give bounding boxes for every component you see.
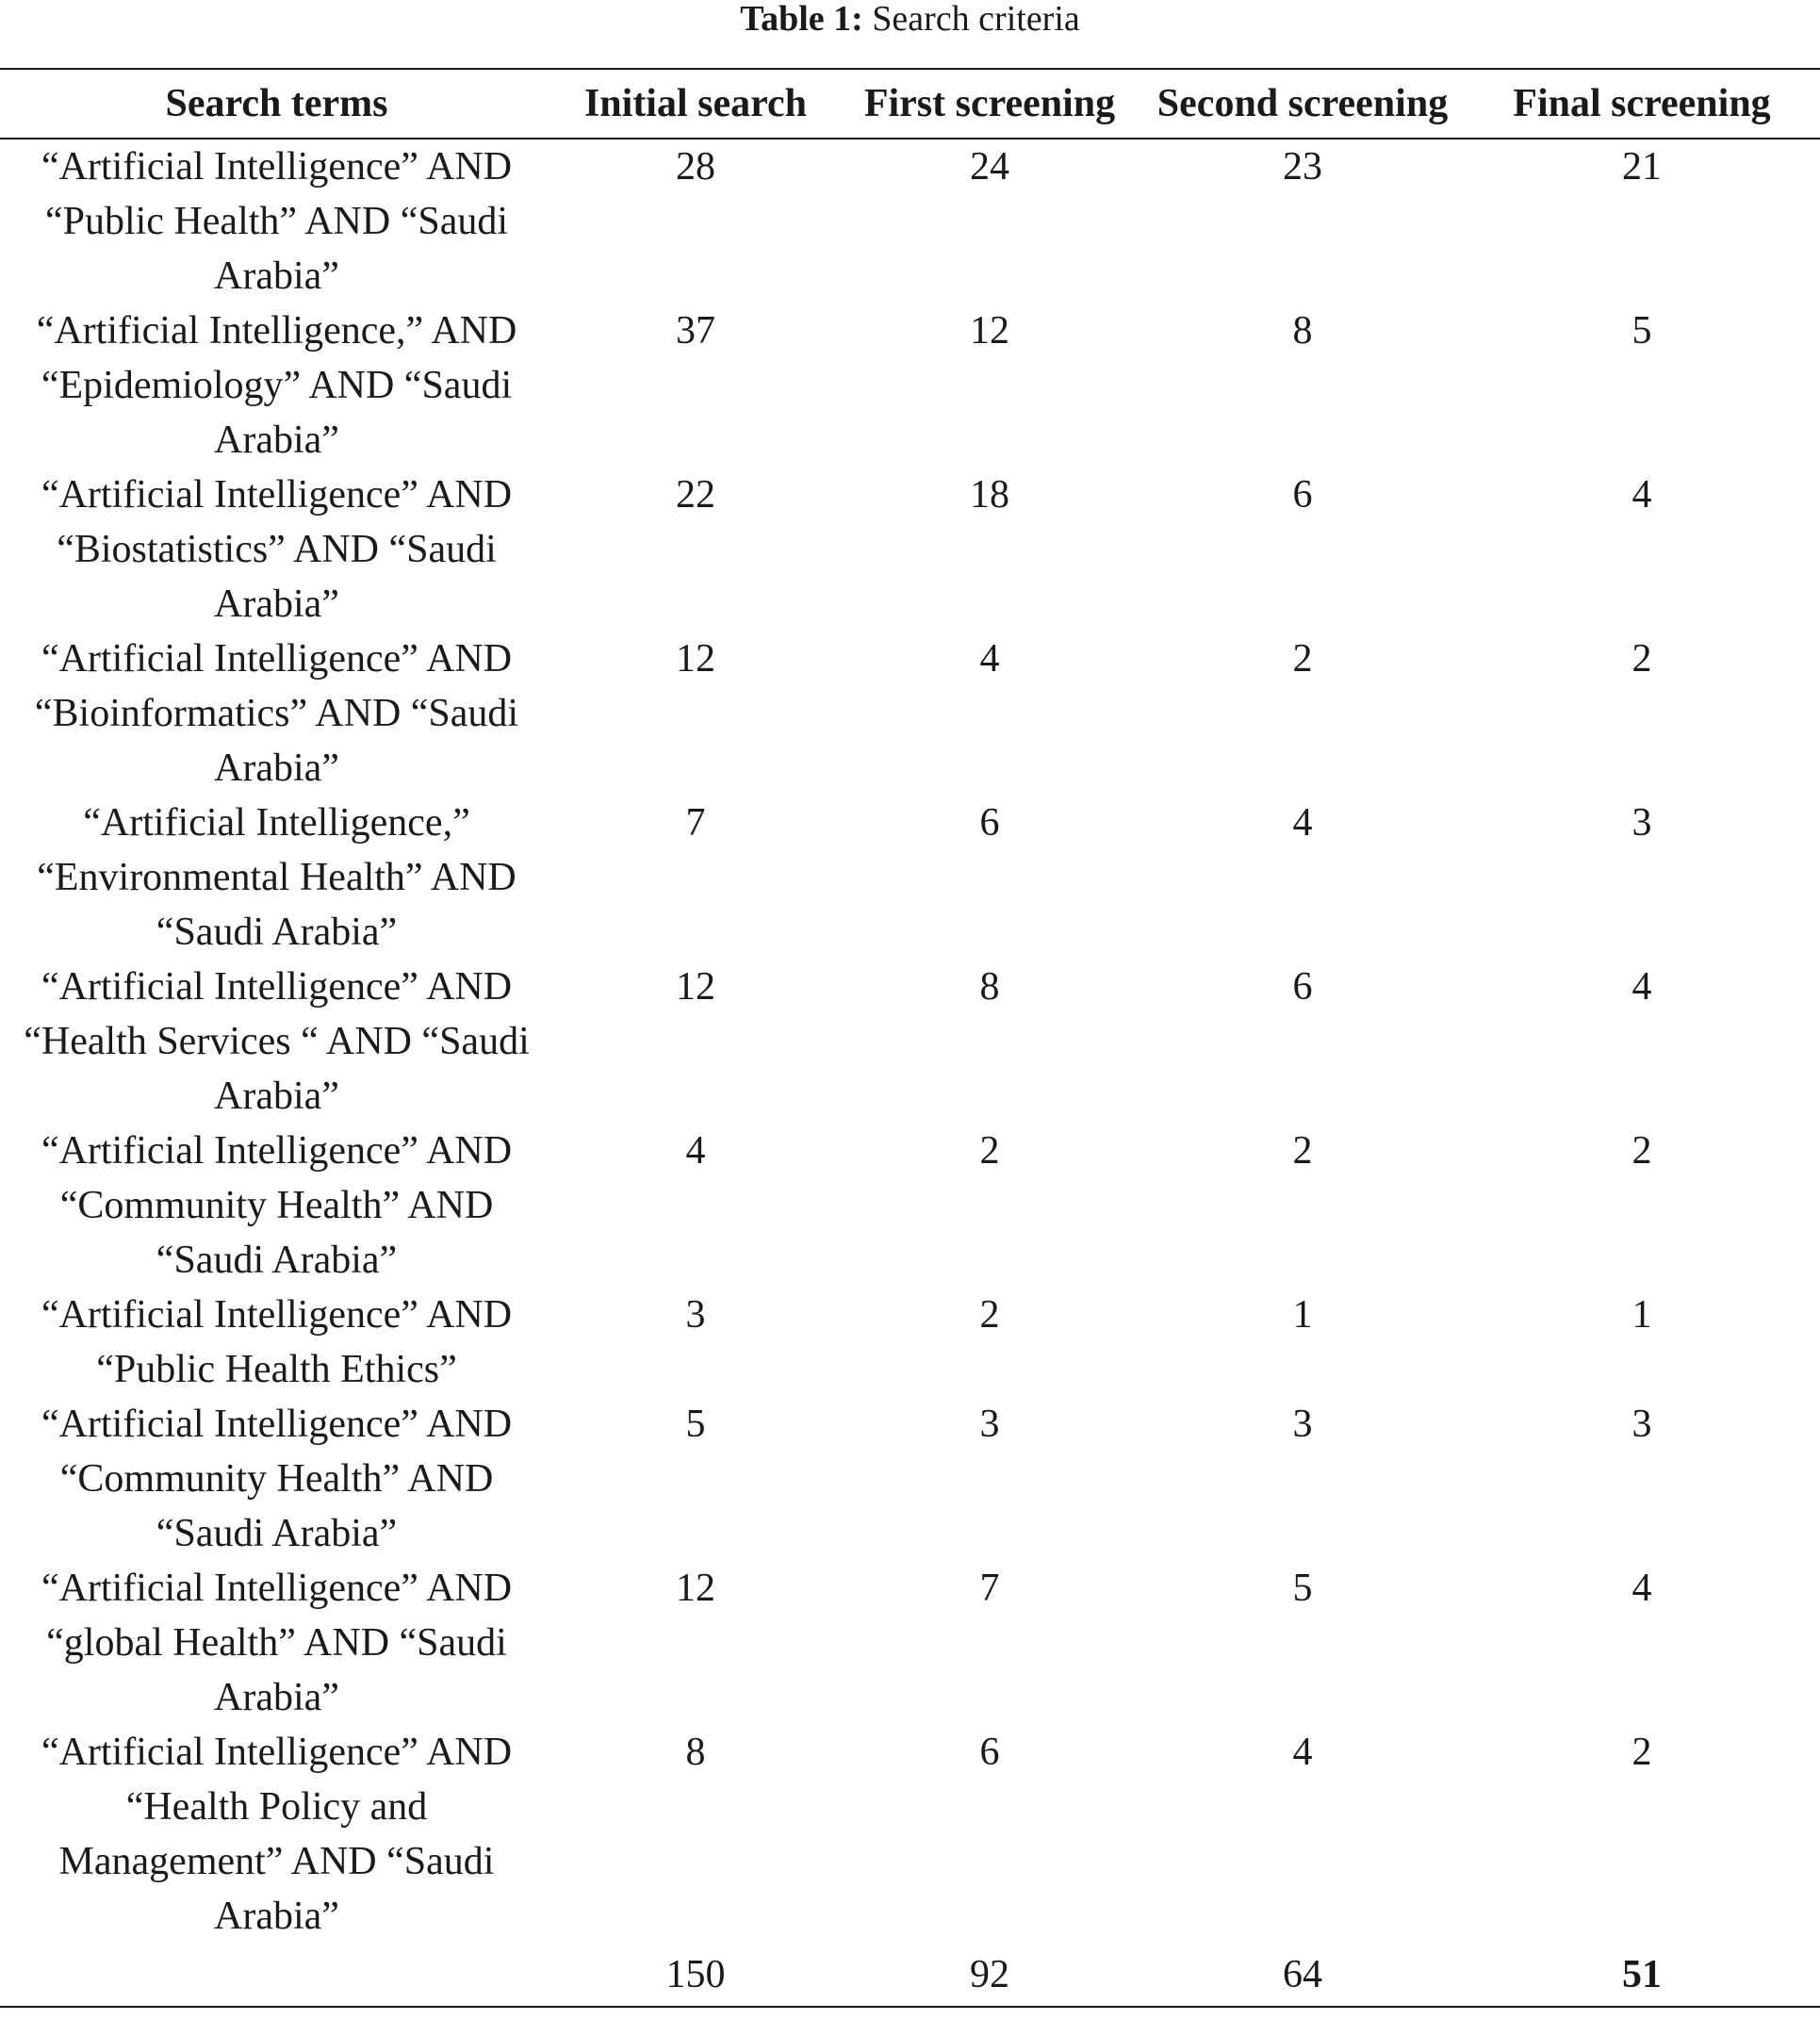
table-row	[0, 304, 1820, 468]
initial-search-cell: 28	[676, 145, 715, 189]
second-screening-cell: 1	[1292, 1293, 1313, 1337]
search-criteria-table	[0, 68, 1820, 2008]
search-terms-cell: “Artificial Intelligence,” AND “Epidemiology” AND “Saudi Arabia”	[36, 309, 517, 462]
first-screening-cell: 8	[979, 965, 1000, 1009]
final-screening-cell: 21	[1622, 145, 1662, 189]
initial-search-cell: 37	[676, 309, 715, 353]
final-screening-cell: 2	[1631, 1129, 1652, 1173]
search-terms-cell: “Artificial Intelligence” AND “global Health” AND “Saudi Arabia”	[41, 1567, 513, 1719]
table-row	[0, 796, 1820, 960]
total-row	[0, 1944, 1820, 2007]
first-screening-cell: 2	[979, 1293, 1000, 1337]
table-caption	[0, 0, 1820, 38]
initial-search-cell: 8	[685, 1731, 706, 1774]
first-screening-cell: 7	[979, 1567, 1000, 1610]
second-screening-cell: 6	[1292, 965, 1313, 1009]
total-second-screening: 64	[1283, 1953, 1322, 1996]
table-header	[0, 69, 1820, 139]
search-terms-cell: “Artificial Intelligence” AND “Health Services “ AND “Saudi Arabia”	[24, 965, 530, 1118]
first-screening-cell: 3	[979, 1403, 1000, 1446]
search-terms-cell: “Artificial Intelligence” AND “Biostatistics” AND “Saudi Arabia”	[41, 473, 513, 626]
final-screening-cell: 3	[1631, 801, 1652, 845]
first-screening-cell: 4	[979, 637, 1000, 681]
search-terms-cell: “Artificial Intelligence” AND “Public Health Ethics”	[41, 1293, 513, 1391]
search-terms-cell: “Artificial Intelligence” AND “Bioinformatics” AND “Saudi Arabia”	[34, 637, 519, 790]
search-terms-cell: “Artificial Intelligence” AND “Community Health” AND “Saudi Arabia”	[41, 1129, 513, 1282]
total-final-screening: 51	[1622, 1953, 1662, 1996]
final-screening-cell: 4	[1631, 473, 1652, 517]
final-screening-cell: 4	[1631, 965, 1652, 1009]
final-screening-cell: 2	[1631, 1731, 1652, 1774]
second-screening-cell: 8	[1292, 309, 1313, 353]
second-screening-cell: 4	[1292, 801, 1313, 845]
header-final-screening: Final screening	[1513, 82, 1771, 125]
initial-search-cell: 12	[676, 965, 715, 1009]
final-screening-cell: 3	[1631, 1403, 1652, 1446]
caption-text: Search criteria	[872, 0, 1080, 39]
initial-search-cell: 12	[676, 637, 715, 681]
total-first-screening: 92	[970, 1953, 1009, 1996]
second-screening-cell: 2	[1292, 637, 1313, 681]
table-row	[0, 632, 1820, 796]
search-terms-cell: “Artificial Intelligence” AND “Public Health” AND “Saudi Arabia”	[41, 145, 513, 298]
table-row	[0, 139, 1820, 304]
second-screening-cell: 23	[1283, 145, 1322, 189]
search-terms-cell: “Artificial Intelligence” AND “Community Health” AND “Saudi Arabia”	[41, 1403, 513, 1555]
table-row	[0, 1288, 1820, 1397]
total-label-cell	[0, 1944, 553, 2007]
header-initial-search: Initial search	[583, 82, 808, 125]
table-row	[0, 468, 1820, 632]
header-search-terms: Search terms	[165, 82, 388, 125]
search-terms-cell: “Artificial Intelligence” AND “Health Policy and Management” AND “Saudi Arabia”	[41, 1731, 513, 1938]
final-screening-cell: 5	[1631, 309, 1652, 353]
table-row	[0, 1397, 1820, 1561]
first-screening-cell: 2	[979, 1129, 1000, 1173]
second-screening-cell: 4	[1292, 1731, 1313, 1774]
header-first-screening: First screening	[863, 82, 1116, 125]
table-row	[0, 960, 1820, 1124]
table-row	[0, 1124, 1820, 1288]
caption-label: Table 1:	[740, 0, 863, 39]
second-screening-cell: 2	[1292, 1129, 1313, 1173]
table-body	[0, 139, 1820, 2007]
first-screening-cell: 6	[979, 1731, 1000, 1774]
initial-search-cell: 3	[685, 1293, 706, 1337]
header-second-screening: Second screening	[1156, 82, 1449, 125]
total-initial-search: 150	[665, 1953, 726, 1996]
table-row	[0, 1725, 1820, 1944]
table-row	[0, 1561, 1820, 1725]
initial-search-cell: 7	[685, 801, 706, 845]
initial-search-cell: 12	[676, 1567, 715, 1610]
final-screening-cell: 2	[1631, 637, 1652, 681]
second-screening-cell: 6	[1292, 473, 1313, 517]
header-row	[0, 69, 1820, 139]
final-screening-cell: 1	[1631, 1293, 1652, 1337]
first-screening-cell: 24	[970, 145, 1009, 189]
initial-search-cell: 22	[676, 473, 715, 517]
initial-search-cell: 5	[685, 1403, 706, 1446]
initial-search-cell: 4	[685, 1129, 706, 1173]
final-screening-cell: 4	[1631, 1567, 1652, 1610]
first-screening-cell: 6	[979, 801, 1000, 845]
first-screening-cell: 18	[970, 473, 1009, 517]
search-terms-cell: “Artificial Intelligence,” “Environmental Health” AND “Saudi Arabia”	[37, 801, 516, 954]
first-screening-cell: 12	[970, 309, 1009, 353]
second-screening-cell: 3	[1292, 1403, 1313, 1446]
second-screening-cell: 5	[1292, 1567, 1313, 1610]
